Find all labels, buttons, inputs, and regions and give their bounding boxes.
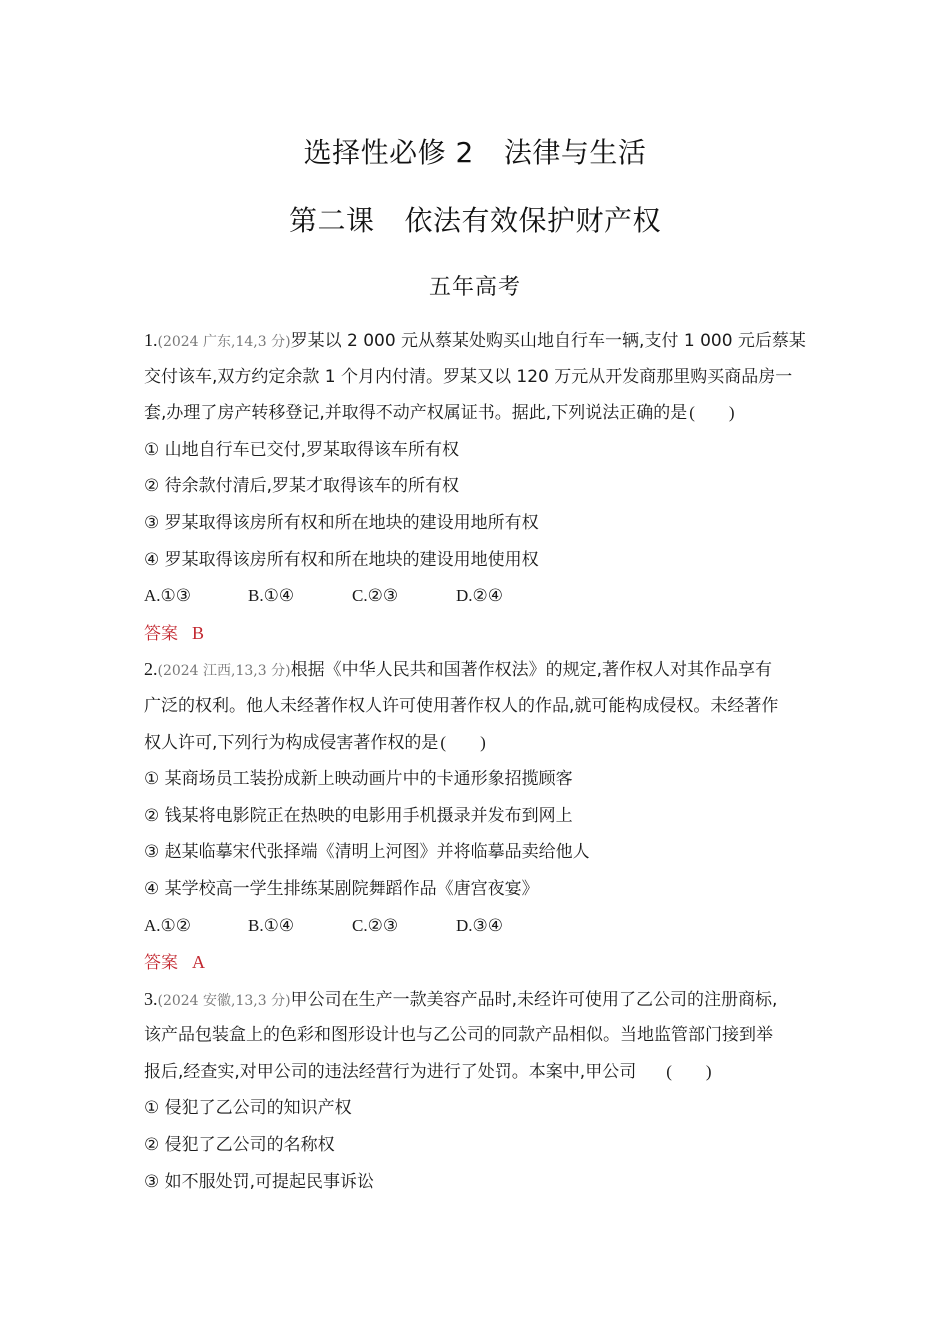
choice-item: ④ 某学校高一学生排练某剧院舞蹈作品《唐宫夜宴》	[144, 878, 539, 899]
question-3	[144, 981, 810, 1201]
question-number: 3.	[144, 988, 158, 1009]
option-a: A.①②	[144, 915, 192, 935]
option-c: C.②③	[352, 586, 399, 606]
option-row	[144, 908, 810, 945]
course-title	[0, 131, 950, 171]
lesson-title-part2: 依法有效保护财产权	[404, 204, 662, 237]
choice-item: ③ 罗某取得该房所有权和所在地块的建设用地所有权	[144, 512, 539, 533]
question-stem-line	[144, 651, 810, 688]
option-c: C.②③	[352, 915, 399, 935]
question-number: 1.	[144, 330, 158, 350]
option-a: A.①③	[144, 586, 192, 606]
answer-blank: ( )	[440, 732, 486, 752]
lesson-title-part1: 第二课	[288, 204, 375, 237]
question-stem-line: 交付该车,双方约定余款 1 个月内付清。罗某又以 120 万元从开发商那里购买商品房一	[144, 366, 793, 387]
question-stem-text: 根据《中华人民共和国著作权法》的规定,著作权人对其作品享有	[290, 660, 772, 681]
section-title: 五年高考	[428, 275, 521, 300]
choice-item: ② 侵犯了乙公司的名称权	[144, 1135, 335, 1156]
choice-item: ② 待余款付清后,罗某才取得该车的所有权	[144, 476, 460, 497]
question-stem-line	[144, 981, 810, 1018]
answer-value: A	[192, 952, 205, 973]
answer-label: 答案	[144, 953, 178, 974]
answer-line	[144, 944, 810, 981]
answer-value: B	[192, 622, 205, 643]
choice-item: ④ 罗某取得该房所有权和所在地块的建设用地使用权	[144, 549, 539, 570]
choice-item: ① 某商场员工装扮成新上映动画片中的卡通形象招揽顾客	[144, 769, 573, 790]
question-stem-line: 广泛的权利。他人未经著作权人许可使用著作权人的作品,就可能构成侵权。未经著作	[144, 695, 779, 716]
lesson-title	[0, 199, 950, 239]
option-b: B.①④	[248, 915, 295, 935]
choice-item: ③ 赵某临摹宋代张择端《清明上河图》并将临摹品卖给他人	[144, 842, 590, 863]
question-source: (2024 广东,14,3 分)	[157, 334, 291, 350]
choice-item: ③ 如不服处罚,可提起民事诉讼	[144, 1171, 375, 1192]
question-stem-text: 罗某以 2 000 元从蔡某处购买山地自行车一辆,支付 1 000 元后蔡某	[290, 331, 806, 351]
option-b: B.①④	[248, 586, 295, 606]
question-stem-text: 套,办理了房产转移登记,并取得不动产权属证书。据此,下列说法正确的是	[144, 403, 688, 424]
answer-blank: ( )	[689, 403, 735, 423]
question-stem-line	[144, 1054, 810, 1091]
option-d: D.③④	[456, 915, 504, 935]
answer-blank: ( )	[666, 1061, 712, 1081]
option-row	[144, 578, 810, 615]
course-title-part2: 法律与生活	[503, 136, 647, 169]
question-number: 2.	[144, 659, 158, 680]
question-1	[144, 322, 810, 651]
question-2	[144, 651, 810, 980]
question-list	[144, 322, 810, 1200]
answer-line	[144, 615, 810, 652]
question-stem-line	[144, 322, 810, 359]
question-stem-text: 报后,经查实,对甲公司的违法经营行为进行了处罚。本案中,甲公司	[144, 1061, 637, 1082]
choice-item: ① 山地自行车已交付,罗某取得该车所有权	[144, 439, 460, 460]
choice-item: ② 钱某将电影院正在热映的电影用手机摄录并发布到网上	[144, 805, 573, 826]
option-d: D.②④	[456, 586, 504, 606]
choice-item: ① 侵犯了乙公司的知识产权	[144, 1098, 352, 1119]
answer-label: 答案	[144, 623, 178, 644]
question-stem-text: 甲公司在生产一款美容产品时,未经许可使用了乙公司的注册商标,	[290, 989, 778, 1010]
question-stem-text: 权人许可,下列行为构成侵害著作权的是	[144, 732, 439, 753]
question-stem-line: 该产品包装盒上的色彩和图形设计也与乙公司的同款产品相似。当地监管部门接到举	[144, 1025, 773, 1046]
question-source: (2024 安徽,13,3 分)	[157, 992, 291, 1009]
question-source: (2024 江西,13,3 分)	[157, 663, 291, 680]
course-title-part1: 选择性必修 2	[303, 136, 474, 169]
question-stem-line	[144, 725, 810, 762]
question-stem-line	[144, 395, 810, 432]
